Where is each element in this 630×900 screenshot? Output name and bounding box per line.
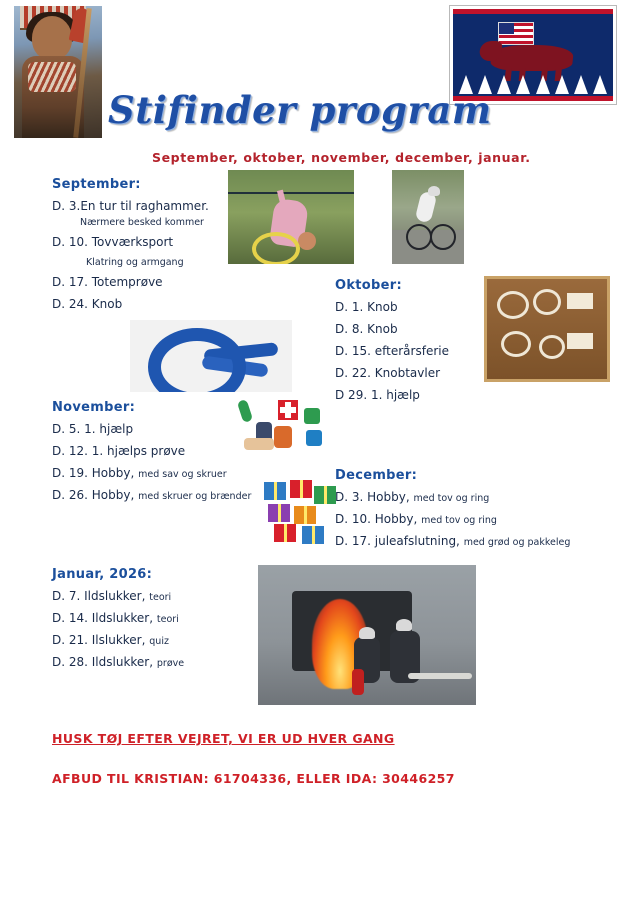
- gift-box: [290, 480, 312, 498]
- item-label: D. 22. Knobtavler: [335, 366, 441, 380]
- list-item: [335, 366, 449, 380]
- item-label: D. 10. Hobby,: [335, 512, 418, 526]
- months-subtitle: September, oktober, november, december, januar.: [152, 150, 531, 165]
- section-heading-september: September:: [52, 177, 141, 192]
- pine-tree-icon: [555, 75, 569, 94]
- item-label: D. 24. Knob: [52, 297, 123, 311]
- item-label: D. 19. Hobby,: [52, 466, 135, 480]
- section-list-december: [335, 490, 570, 548]
- person-figure: [274, 426, 292, 448]
- knot-sample: [497, 291, 529, 319]
- hose-line: [408, 673, 472, 679]
- item-sublabel: teori: [149, 592, 172, 603]
- list-item: [335, 322, 449, 336]
- section-oktober: [335, 278, 449, 410]
- page-title: Stifinder program: [108, 88, 492, 132]
- item-label: D. 15. efterårsferie: [335, 344, 449, 358]
- rider-helmet: [428, 186, 440, 196]
- red-cross-icon: [278, 400, 298, 420]
- note-contact: AFBUD TIL KRISTIAN: 61704336, ELLER IDA: 30446257: [52, 771, 455, 786]
- knot-board-photo: [484, 276, 610, 382]
- item-sublabel: med tov og ring: [421, 515, 497, 526]
- item-sublabel: prøve: [156, 658, 185, 669]
- knot-sample: [533, 289, 561, 315]
- item-label: D. 21. Ilslukker,: [52, 633, 146, 647]
- native-american-photo: [14, 6, 102, 138]
- pine-tree-icon: [497, 75, 511, 94]
- section-september: [52, 177, 209, 319]
- section-list-september: [52, 199, 209, 213]
- list-item: [335, 534, 570, 548]
- beads-shape: [28, 62, 76, 92]
- section-list-september-3: [52, 275, 209, 311]
- item-label: D. 14. Ildslukker,: [52, 611, 154, 625]
- flag-top-stripe: [453, 9, 613, 14]
- item-sublabel: teori: [156, 614, 179, 625]
- item-label: D 29. 1. hjælp: [335, 388, 420, 402]
- item-label: D. 8. Knob: [335, 322, 398, 336]
- list-item: [335, 344, 449, 358]
- list-item: [52, 611, 184, 625]
- fire-extinguisher: [352, 669, 364, 695]
- item-sublabel: med tov og ring: [413, 493, 490, 504]
- list-item: [52, 655, 184, 669]
- section-heading-november: November:: [52, 400, 136, 415]
- section-note-september-1: Nærmere besked kommer: [80, 217, 204, 228]
- gift-box: [302, 526, 324, 544]
- bicycle-wheel: [430, 224, 456, 250]
- rope-loop: [148, 328, 246, 392]
- list-item: [335, 300, 449, 314]
- zipline-wire: [228, 192, 354, 194]
- item-sublabel: med skruer og brænder: [138, 491, 252, 502]
- item-label: D. 28. Ildslukker,: [52, 655, 154, 669]
- fire-extinguisher-training-photo: [258, 565, 476, 705]
- list-item: [52, 422, 251, 436]
- list-item: [52, 633, 184, 647]
- item-sublabel: med sav og skruer: [138, 469, 227, 480]
- pine-tree-icon: [516, 75, 530, 94]
- list-item: [52, 466, 251, 480]
- label-card: [567, 333, 593, 349]
- item-label: D. 17. juleafslutning,: [335, 534, 460, 548]
- section-november: [52, 400, 251, 510]
- knot-sample: [539, 335, 565, 359]
- section-heading-januar: Januar, 2026:: [52, 567, 153, 582]
- list-item: [335, 490, 570, 504]
- pine-tree-icon: [593, 75, 607, 94]
- pine-tree-icon: [574, 75, 588, 94]
- list-item: [52, 235, 209, 249]
- list-item: [52, 444, 251, 458]
- knot-sample: [501, 331, 531, 357]
- blue-rope-knot-photo: [130, 320, 292, 392]
- section-list-oktober: [335, 300, 449, 402]
- buffalo-icon: [490, 45, 575, 71]
- pine-tree-icon: [536, 75, 550, 94]
- blue-cross-icon: [306, 430, 322, 446]
- item-label: D. 10. Tovværksport: [52, 235, 174, 249]
- section-list-november: [52, 422, 251, 502]
- list-item: [335, 512, 570, 526]
- gift-box: [274, 524, 296, 542]
- list-item: [52, 488, 251, 502]
- zipline-child-photo: [228, 170, 354, 264]
- section-december: [335, 468, 570, 556]
- item-label: D. 1. Knob: [335, 300, 398, 314]
- item-label: D. 7. Ildslukker,: [52, 589, 146, 603]
- gift-box: [268, 504, 290, 522]
- rope-loop: [252, 232, 300, 264]
- firefighter-helmet: [359, 627, 375, 639]
- green-cross-icon: [304, 408, 320, 424]
- list-item: [52, 275, 209, 289]
- item-label: D. 26. Hobby,: [52, 488, 135, 502]
- gift-box: [314, 486, 336, 504]
- item-label: D. 5. 1. hjælp: [52, 422, 134, 436]
- item-label: D. 12. 1. hjælps prøve: [52, 444, 186, 458]
- gift-box: [264, 482, 286, 500]
- list-item: [335, 388, 449, 402]
- flag-canton: [499, 23, 514, 34]
- section-list-september-2: [52, 235, 209, 249]
- item-label: D. 3.En tur til raghammer.: [52, 199, 209, 213]
- section-note-september-2: Klatring og armgang: [86, 257, 184, 268]
- gift-box: [294, 506, 316, 524]
- item-sublabel: med grød og pakkeleg: [463, 537, 571, 548]
- child-head: [298, 232, 316, 250]
- section-heading-oktober: Oktober:: [335, 278, 402, 293]
- cyclist-photo: [392, 170, 464, 264]
- section-list-januar: [52, 589, 184, 669]
- item-label: D. 17. Totemprøve: [52, 275, 163, 289]
- list-item: [52, 199, 209, 213]
- item-label: D. 3. Hobby,: [335, 490, 410, 504]
- christmas-gifts-clipart: [262, 478, 340, 546]
- face-shape: [32, 16, 72, 60]
- note-weather: HUSK TØJ EFTER VEJRET, VI ER UD HVER GANG: [52, 731, 395, 746]
- usa-flag-icon: [498, 22, 534, 45]
- list-item: [52, 297, 209, 311]
- list-item: [52, 589, 184, 603]
- section-heading-december: December:: [335, 468, 418, 483]
- firefighter-helmet: [396, 619, 412, 631]
- label-card: [567, 293, 593, 309]
- section-januar: [52, 567, 184, 677]
- bicycle-wheel: [406, 224, 432, 250]
- item-sublabel: quiz: [149, 636, 169, 647]
